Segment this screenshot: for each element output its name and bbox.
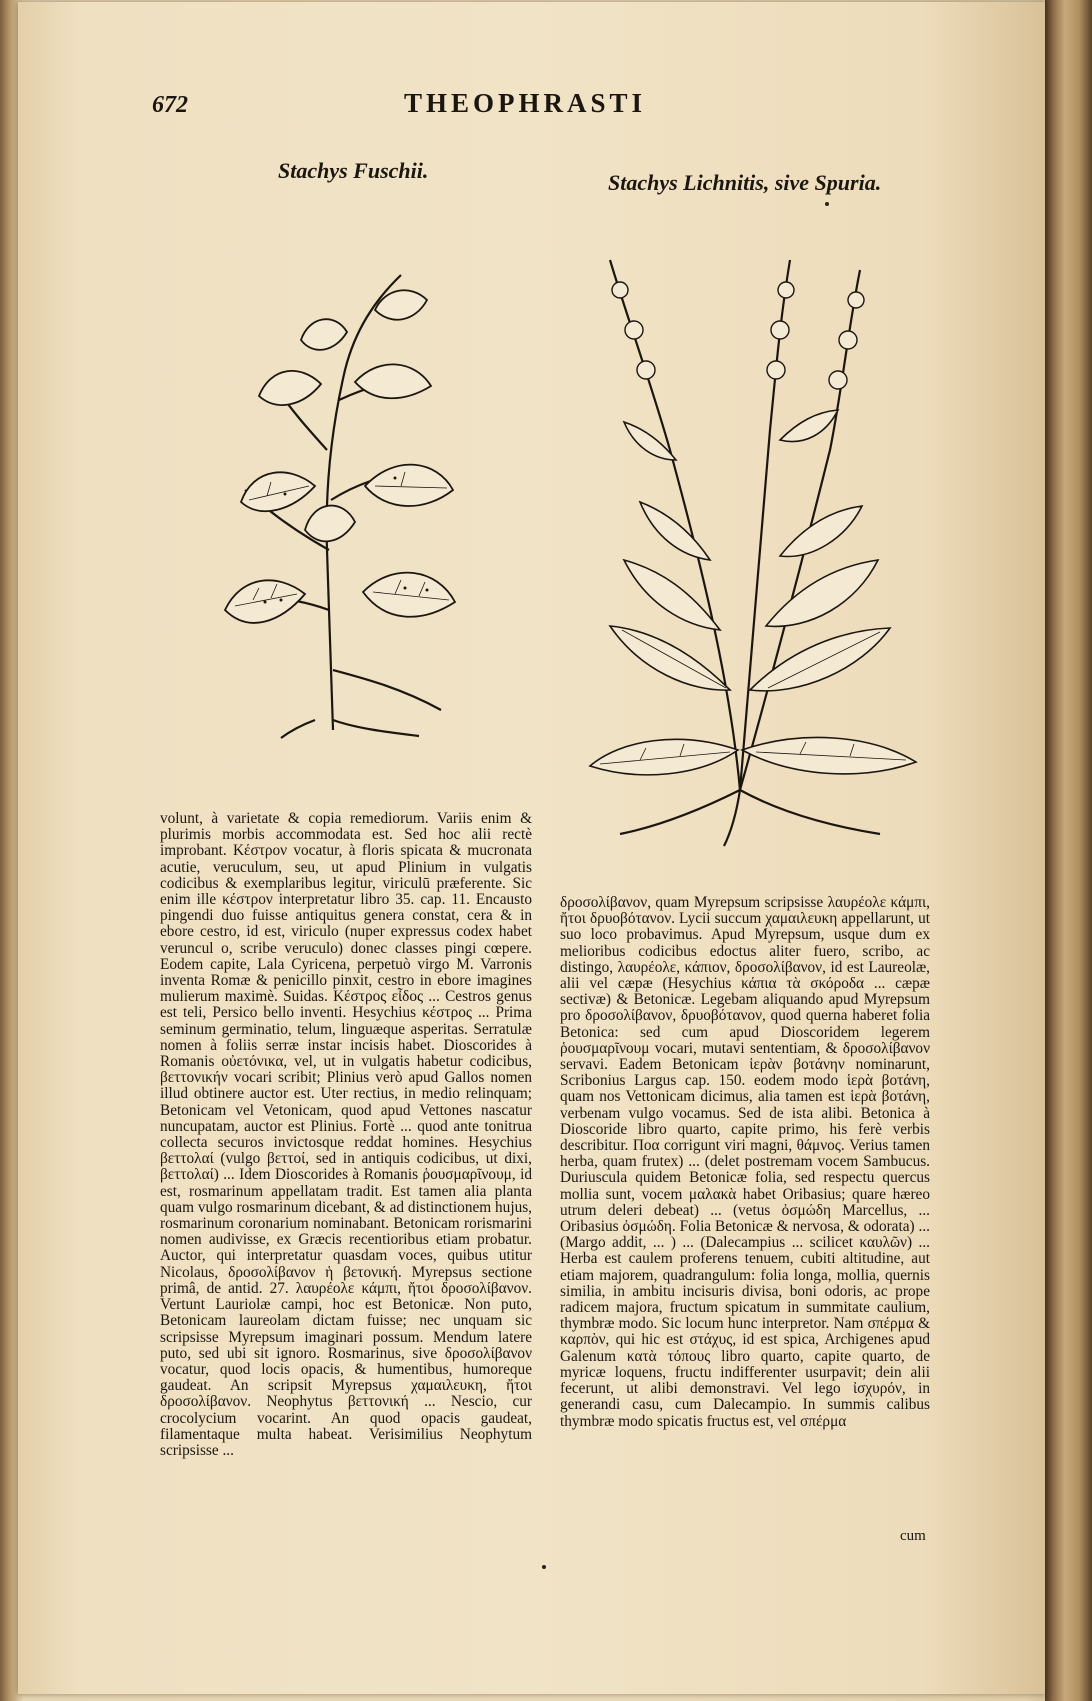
- page-number: 672: [152, 92, 188, 118]
- left-figure-caption: Stachys Fuschii.: [278, 158, 429, 183]
- ink-speck: [542, 1565, 546, 1569]
- right-column-text: δροσολίβανον, quam Myrepsum scripsisse λαυρέολε κάμπι, ἤτοι δρυοβότανον. Lycii succum χαμαιλευκη appellarunt, ut suo loco probavimus. Apud Myrepsum, usque dum ex melioribus codicibus edoctus aliter fuero, scribo, ac distingo, λαυρέολε, κάπιον, δροσολίβανον, id est Laureolæ, alii vel cæpæ (Hesychius κάπια τὰ σκόροδα ... cæpæ sectivæ) & Betonicæ. Legebam aliquando apud Myrepsum pro δροσολίβανον, δρυοβότανον, quod querna haberet folia Betonica: sed cum apud Dioscoridem legerem ῥουσμαρῖνουμ vocari, mutavi sententiam, & δροσολίβανον servavi. Eadem Betonicam ἱερὰν βοτάνην nominarunt, Scribonius Largus cap. 150. eodem modo ἱερὰ βοτάνη, quam nos Vettonicam dicimus, alia tamen est ἱερὰ βοτάνη, verbenam vulgo vocamus. Sed de ista alibi. Betonica à Dioscoride libro quarto, capite primo, his ferè verbis describitur. Ποα corrigunt viri magni, θάμνος. Verius tamen herba, quam frutex) ... (delet postremam vocem Sambucus. Duriuscula quidem Betonicæ folia, sed respectu quercus mollia sunt, vocem μαλακὰ habet Oribasius; quare hæreo utrum deleri debeat) ... (vetus ὀσμώδη Marcellus, ... Oribasius ὀσμώδη. Folia Betonicæ & nervosa, & odorata) ... (Margo addit, ... ) ... (Dalecampius ... scilicet καυλῶν) ... Herba est caulem proferens tenuem, cubiti altitudine, aut etiam majorem, quadrangulum: folia longa, mollia, quernis similia, in ambitu incisuris divisa, boni odoris, ac prope radicem majora, fructum spicatum in summitate caulium, thymbræ modo. Sic locum hunc interpretor. Nam σπέρμα & καρπὸν, qui hic est στάχυς, id est spica, Archigenes apud Galenum κατὰ τόπους libro quarto, capite quarto, de myricæ loquens, fructu indifferenter usurpavit; dein alii fecerunt, ut alibi demonstravi. Vel lego ἰσχυρόν, in generandi casu, cum Dalecampio. In summis calibus thymbræ modo spicatis fructus est, vel σπέρμα: [560, 895, 930, 1430]
- right-text-column: [560, 895, 930, 1550]
- stachys-lichnitis-woodcut: [580, 230, 930, 850]
- adjacent-page-edge: [1045, 0, 1092, 1701]
- right-figure-caption: Stachys Lichnitis, sive Spuria.: [608, 170, 882, 195]
- catchword: cum: [900, 1528, 926, 1544]
- ink-speck: [825, 202, 829, 206]
- left-text-column: [160, 811, 532, 1526]
- running-head: THEOPHRASTI: [404, 88, 647, 118]
- stachys-fuschii-woodcut: [205, 250, 505, 740]
- left-column-text: volunt, à varietate & copia remediorum. Variis enim & plurimis morbis accommodata est. Sed hoc alii rectè improbant. Κέστρον vocatur, à floris spicata & mucronata acutie, veruculum, seu, ut apud Plinium in vulgatis codicibus & exemplaribus legitur, viriculū præferente. Sic enim ille κέστρον interpretatur libro 35. cap. 11. Encausto pingendi duo fuisse antiquitus genera constat, cera & in ebore cestro, id est, viriculo (nuper expressus codex habet veruncul o, scribe veruculo) donec classes pingi cœpere. Eodem capite, Lala Cyricena, perpetuò virgo M. Varronis inventa Romæ & penicillo pinxit, cestro in ebore imagines mulierum maximè. Suidas. Κέστρος εἶδος ... Cestros genus est teli, Persico bello inventi. Hesychius κέστρος ... Prima seminum germinatio, telum, linguæque asperitas. Serratulæ nomen à foliis serræ instar incisis habet. Dioscorides à Romanis οὐετόνικα, vel, ut in vulgatis habetur codicibus, βεττονικήν vocari scribit; Plinius verò apud Gallos nomen illud obtinere auctor est. Uter rectius, in medio relinquam; Betonicam vel Vetonicam, quod apud Vettones nascatur nuncupatam, auctor est Plinius. Fortè ... quod ante tonitrua collecta securos invictosque reddat homines. Hesychius βεττολαί (vulgo βεττοί, sed in antiquis codicibus, ut dixi, βεττολαί) ... Idem Dioscorides à Romanis ῥουσμαρῖνουμ, id est, rosmarinum appellatam tradit. Est tamen alia planta quam vulgo rosmarinum dicebant, & ad distinctionem hujus, rosmarinum coronarium nominabant. Betonicam rorismarini nomen audivisse, ex Græcis recentioribus etiam probatur. Auctor, qui interpretatur quasdam voces, quibus utitur Nicolaus, δροσολίβανον ἡ βετονική. Myrepsus sectione primâ, de antid. 27. λαυρέολε κάμπι, ἤτοι δροσολίβανον. Vertunt Lauriolæ campi, hoc est Betonicæ. Non puto, Betonicam laureolam dictam fuisse; nec unquam sic scripsisse Myrepsum imaginari possum. Mendum latere puto, sed ubi sit ignoro. Rosmarinus, sive δροσολίβανον vocatur, quod locis opacis, & humentibus, humoreque gaudeat. An scripsit Myrepsus χαμαιλευκη, ἤτοι δροσολίβανον. Neophytus βεττονική ... Nescio, cur crocolycium vocarint. An quod opacis gaudeat, filamentaque multa habeat. Verisimilius Neophytum scripsisse ...: [160, 811, 532, 1459]
